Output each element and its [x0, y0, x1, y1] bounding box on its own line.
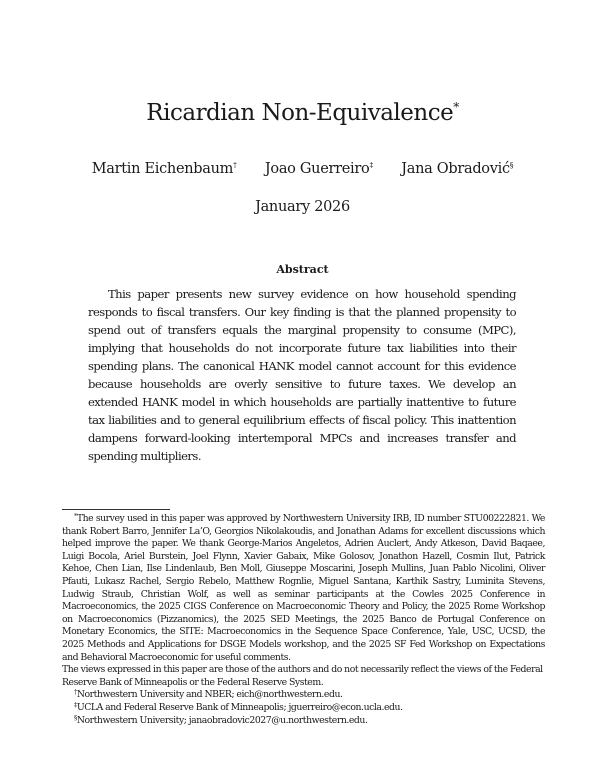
- author-eichenbaum: [92, 161, 237, 177]
- footnote-acknowledgments: [62, 513, 545, 664]
- paper-title: [0, 97, 605, 129]
- footnote-disclaimer: The views expressed in this paper are those of the authors and do not necessarily reflect the views of the Federal Reserve Bank of Minneapolis or the Federal Reserve System.: [62, 664, 543, 688]
- author-name: Martin Eichenbaum: [91, 161, 234, 177]
- author-guerreiro: [265, 161, 373, 177]
- footnote-text: Northwestern University and NBER; eich@northwestern.edu.: [76, 689, 343, 701]
- title-footnote-mark: *: [453, 100, 459, 115]
- author-list: [0, 158, 605, 180]
- footnote-affiliation-obradovic: [62, 715, 545, 728]
- abstract-heading: Abstract: [276, 263, 329, 276]
- abstract-text: This paper presents new survey evidence on how household spending responds to fiscal transfers. Our key finding is that the planned propensity to spend out of transfers equals the marginal propensity to consume (MPC), implying that households do not incorporate future tax liabilities into their spending plans. The canonical HANK model cannot account for this evidence because households are overly sensitive to future taxes. We develop an extended HANK model in which households are partially inattentive to future tax liabilities and to general equilibrium effects of fiscal policy. This inattention dampens forward-looking intertemporal MPCs and increases transfer and spending multipliers.: [88, 287, 516, 463]
- footnote-mark: *: [74, 512, 77, 521]
- footnote-text: UCLA and Federal Reserve Bank of Minneapolis; jguerreiro@econ.ucla.edu.: [76, 701, 403, 713]
- footnote-affiliation-eichenbaum: [62, 689, 545, 702]
- author-name: Joao Guerreiro: [264, 161, 370, 177]
- footnote-mark: †: [74, 688, 77, 697]
- footnote-mark: §: [74, 713, 77, 722]
- footnotes: [62, 513, 545, 727]
- footnote-text: Northwestern University; janaobradovic2027@u.northwestern.edu.: [76, 714, 368, 726]
- author-name: Jana Obradović: [401, 161, 510, 177]
- footnote-mark: ‡: [74, 700, 77, 709]
- author-footnote-mark: ‡: [369, 160, 373, 170]
- footnote-affiliation-guerreiro: [62, 702, 545, 715]
- author-footnote-mark: §: [509, 160, 514, 170]
- author-obradovic: [401, 161, 513, 177]
- publication-date: January 2026: [255, 199, 350, 215]
- author-footnote-mark: †: [233, 160, 237, 170]
- paper-title-text: Ricardian Non-Equivalence: [146, 100, 454, 126]
- footnote-text: The survey used in this paper was approved by Northwestern University IRB, ID number STU00222821. We thank Robert Barro, Jennifer La’O, Georgios Nikolakoudis, and Jonathan Adams for excellent discussions which helped improve the paper. We thank George-Marios Angeletos, Adrien Auclert, Andy Atkeson, David Baqaee, Luigi Bocola, Ariel Burstein, Joel Flynn, Xavier Gabaix, Mike Golosov, Jonathon Hazell, Cosmin Ilut, Patrick Kehoe, Chen Lian, Ilse Lindenlaub, Ben Moll, Giuseppe Moscarini, Joseph Mullins, Juan Pablo Nicolini, Oliver Pfauti, Lukasz Rachel, Sergio Rebelo, Matthew Rognlie, Miguel Santana, Karthik Sastry, Luminita Stevens, Ludwig Straub, Christian Wolf, as well as seminar participants at the Cowles 2025 Conference in Macroeconomics, the 2025 CIGS Conference on Macroeconomic Theory and Policy, the 2025 Rome Workshop on Macroeconomics (Pizzanomics), the 2025 SED Meetings, the 2025 Banco de Portugal Conference on Monetary Economics, the SITE: Macroeconomics in the Sequence Space Conference, Yale, USC, UCSD, the 2025 Methods and Applications for DSGE Models workshop, and the 2025 SF Fed Workshop on Expectations and Behavioral Macroeconomic for useful comments.: [62, 513, 545, 663]
- footnote-divider: [62, 509, 170, 510]
